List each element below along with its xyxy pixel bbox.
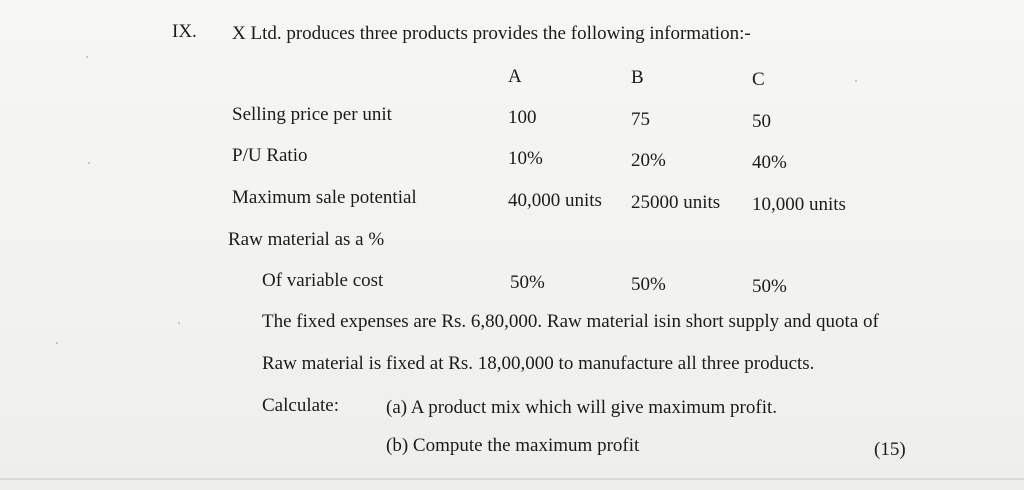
paper-speck bbox=[56, 342, 58, 344]
table-cell: 100 bbox=[508, 107, 537, 128]
table-cell: 25000 units bbox=[631, 192, 721, 213]
table-cell: 40% bbox=[752, 152, 787, 173]
table-cell: 10% bbox=[508, 148, 543, 169]
paper-speck bbox=[178, 322, 180, 324]
table-cell: 20% bbox=[631, 150, 666, 171]
table-cell: 10,000 units bbox=[752, 194, 846, 215]
table-cell: 50 bbox=[752, 111, 771, 132]
raw-material-heading: Raw material as a % bbox=[228, 229, 385, 250]
calculate-item-a: (a) A product mix which will give maximum profit. bbox=[386, 397, 778, 418]
column-header-c: C bbox=[752, 69, 765, 90]
table-cell: 50% bbox=[510, 272, 545, 293]
calculate-item-b: (b) Compute the maximum profit bbox=[386, 435, 640, 456]
column-header-b: B bbox=[631, 67, 644, 88]
marks-label: (15) bbox=[874, 439, 906, 460]
question-number: IX. bbox=[172, 21, 197, 42]
row-label-selling-price: Selling price per unit bbox=[232, 104, 392, 125]
column-header-a: A bbox=[508, 66, 522, 87]
paper-speck bbox=[855, 80, 857, 82]
calculate-label: Calculate: bbox=[262, 395, 340, 416]
paper-speck bbox=[88, 162, 90, 164]
question-intro: X Ltd. produces three products provides the following information:- bbox=[232, 23, 751, 44]
table-cell: 40,000 units bbox=[508, 190, 602, 211]
table-cell: 75 bbox=[631, 109, 650, 130]
paragraph-line-2: Raw material is fixed at Rs. 18,00,000 to manufacture all three products. bbox=[262, 353, 815, 374]
table-cell: 50% bbox=[752, 276, 787, 297]
row-label-pu-ratio: P/U Ratio bbox=[232, 145, 308, 166]
paragraph-line-1: The fixed expenses are Rs. 6,80,000. Raw material isin short supply and quota of bbox=[262, 311, 879, 332]
row-label-max-sale: Maximum sale potential bbox=[232, 187, 417, 208]
page-bottom-edge bbox=[0, 478, 1024, 480]
row-label-variable-cost: Of variable cost bbox=[262, 270, 384, 291]
table-cell: 50% bbox=[631, 274, 666, 295]
paper-speck bbox=[86, 56, 88, 58]
